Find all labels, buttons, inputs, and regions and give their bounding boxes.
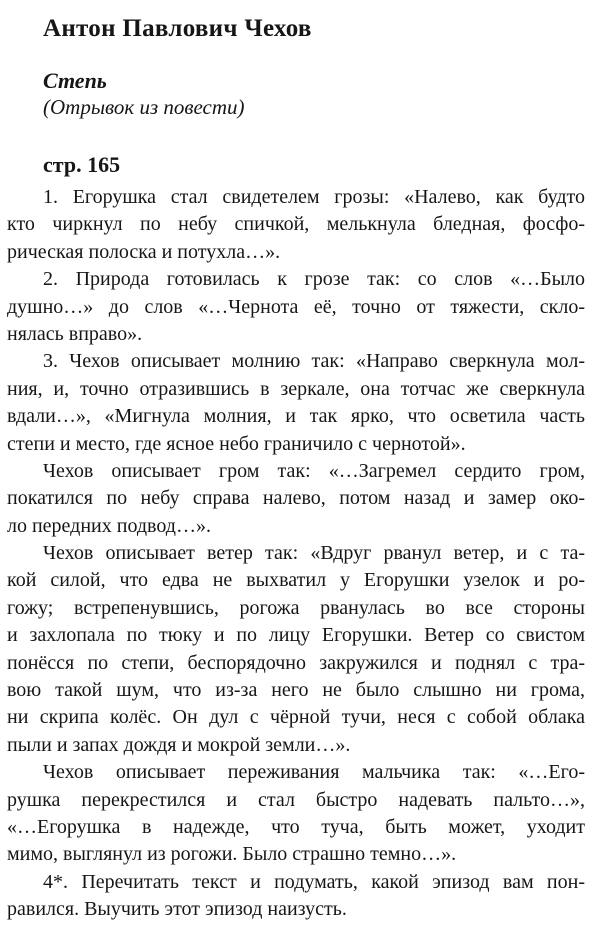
text-line: ло передних подвод…». bbox=[7, 514, 211, 537]
text-line: покатился по небу справа налево, потом назад и замер око- bbox=[7, 487, 585, 510]
text-line: ния, и, точно отразившись в зеркале, она тотчас же сверкнула bbox=[7, 377, 585, 400]
text-line: 2. Природа готовилась к грозе так: со слов «…Было bbox=[43, 268, 585, 291]
text-line: 4*. Перечитать текст и подумать, какой эпизод вам пон- bbox=[43, 870, 585, 893]
paragraph bbox=[7, 759, 585, 869]
paragraph bbox=[7, 540, 585, 759]
text-line: 1. Егорушка стал свидетелем грозы: «Налево, как будто bbox=[43, 186, 585, 208]
paragraph bbox=[7, 458, 585, 540]
author-heading: Антон Павлович Чехов bbox=[43, 15, 312, 42]
text-line: душно…» до слов «…Чернота её, точно от тяжести, скло- bbox=[7, 295, 585, 318]
text-line: Чехов описывает ветер так: «Вдруг рванул ветер, и с та- bbox=[43, 542, 585, 565]
text-line: гожу; встрепенувшись, рогожа рванулась во все стороны bbox=[7, 596, 585, 619]
paragraph bbox=[7, 184, 585, 266]
paragraph bbox=[7, 869, 585, 924]
text-line: мимо, выглянул из рогожи. Было страшно темно…». bbox=[7, 843, 457, 866]
text-line: Чехов описывает гром так: «…Загремел сердито гром, bbox=[43, 459, 585, 482]
text-line: и захлопала по тюку и по лицу Егорушки. Ветер со свистом bbox=[7, 624, 585, 647]
page-reference: стр. 165 bbox=[43, 152, 121, 177]
text-line: нялась вправо». bbox=[7, 322, 143, 345]
text-line: ни скрипа колёс. Он дул с чёрной тучи, неся с собой облака bbox=[7, 706, 585, 729]
paragraph bbox=[7, 348, 585, 458]
text-line: вдали…», «Мигнула молния, и так ярко, что осветила часть bbox=[7, 405, 585, 428]
work-title: Степь bbox=[43, 68, 107, 93]
text-line: 3. Чехов описывает молнию так: «Направо сверкнула мол- bbox=[43, 350, 585, 373]
text-line: рушка перекрестился и стал быстро надевать пальто…», bbox=[7, 788, 585, 811]
text-line: понёсся по степи, беспорядочно закружился и поднял с тра- bbox=[7, 651, 585, 674]
text-line: равился. Выучить этот эпизод наизусть. bbox=[7, 898, 347, 921]
text-line: вою такой шум, что из-за него не было слышно ни грома, bbox=[7, 679, 585, 702]
text-line: «…Егорушка в надежде, что туча, быть может, уходит bbox=[7, 815, 585, 838]
text-line: степи и место, где ясное небо граничило с чернотой». bbox=[7, 432, 466, 455]
text-line: рическая полоска и потухла…». bbox=[7, 240, 281, 263]
text-line: Чехов описывает переживания мальчика так: «…Его- bbox=[43, 761, 585, 784]
text-line: пыли и запах дождя и мокрой земли…». bbox=[7, 733, 351, 756]
answers-text bbox=[7, 184, 585, 924]
work-subtitle: (Отрывок из повести) bbox=[43, 95, 245, 119]
paragraph bbox=[7, 266, 585, 348]
text-line: кто чиркнул по небу спичкой, мелькнула бледная, фосфо- bbox=[7, 213, 585, 236]
text-line: кой силой, что едва не выхватил у Егорушки узелок и ро- bbox=[7, 569, 585, 592]
